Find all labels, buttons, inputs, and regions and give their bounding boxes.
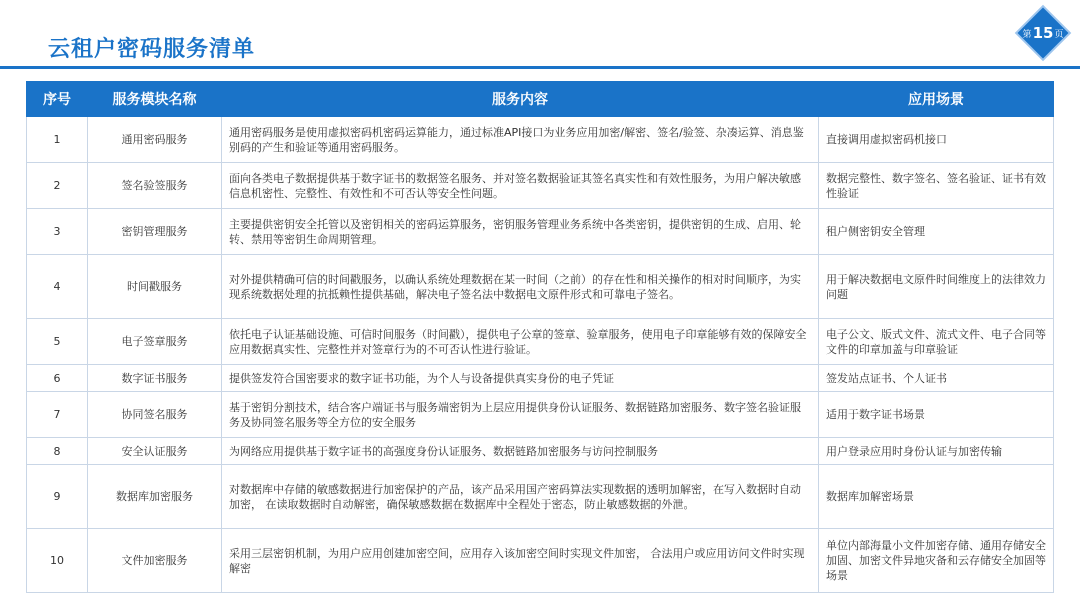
row-serial: 2 [27,163,88,209]
header-scene: 应用场景 [819,82,1054,117]
table-row [27,319,1054,365]
page-number: 15 [1032,24,1054,42]
row-content: 面向各类电子数据提供基于数字证书的数据签名服务、并对签名数据验证其签名真实性和有效性服务，为用户解决敏感信息机密性、完整性、有效性和不可否认等安全性问题。 [222,163,819,209]
table-row [27,163,1054,209]
page-prefix: 第 [1022,29,1032,40]
row-module-name: 时间戳服务 [88,255,222,319]
page-suffix: 页 [1054,29,1064,40]
row-scene: 用于解决数据电文原件时间维度上的法律效力问题 [819,255,1054,319]
row-content: 对外提供精确可信的时间戳服务，以确认系统处理数据在某一时间（之前）的存在性和相关操作的相对时间顺序，为实现系统数据处理的抗抵赖性提供基础，解决电子签名法中数据电文原件形式和可靠电子签名。 [222,255,819,319]
row-serial: 6 [27,365,88,392]
row-content: 采用三层密钥机制，为用户应用创建加密空间，应用存入该加密空间时实现文件加密， 合法用户或应用访问文件时实现解密 [222,529,819,593]
row-content: 提供签发符合国密要求的数字证书功能，为个人与设备提供真实身份的电子凭证 [222,365,819,392]
row-serial: 8 [27,438,88,465]
row-module-name: 电子签章服务 [88,319,222,365]
table-row [27,365,1054,392]
row-serial: 4 [27,255,88,319]
row-serial: 5 [27,319,88,365]
row-module-name: 签名验签服务 [88,163,222,209]
row-scene: 适用于数字证书场景 [819,392,1054,438]
table-row [27,392,1054,438]
service-table [26,81,1054,593]
row-scene: 租户侧密钥安全管理 [819,209,1054,255]
row-module-name: 安全认证服务 [88,438,222,465]
row-serial: 9 [27,465,88,529]
table-row [27,117,1054,163]
row-module-name: 数字证书服务 [88,365,222,392]
table-row [27,438,1054,465]
row-scene: 数据库加解密场景 [819,465,1054,529]
page-title: 云租户密码服务清单 [48,37,256,62]
row-content: 依托电子认证基础设施、可信时间服务（时间戳），提供电子公章的签章、验章服务，使用电子印章能够有效的保障安全应用数据真实性、完整性并对签章行为的不可否认性进行验证。 [222,319,819,365]
row-scene: 用户登录应用时身份认证与加密传输 [819,438,1054,465]
row-content: 主要提供密钥安全托管以及密钥相关的密码运算服务，密钥服务管理业务系统中各类密钥，提供密钥的生成、启用、轮转、禁用等密钥生命周期管理。 [222,209,819,255]
row-scene: 电子公文、版式文件、流式文件、电子合同等文件的印章加盖与印章验证 [819,319,1054,365]
title-underline [0,66,1080,69]
row-content: 基于密钥分割技术，结合客户端证书与服务端密钥为上层应用提供身份认证服务、数据链路加密服务、数字签名验证服务及协同签名服务等全方位的安全服务 [222,392,819,438]
header-content: 服务内容 [222,82,819,117]
row-serial: 1 [27,117,88,163]
row-module-name: 文件加密服务 [88,529,222,593]
page-number-badge [1018,8,1068,58]
row-module-name: 通用密码服务 [88,117,222,163]
row-module-name: 协同签名服务 [88,392,222,438]
row-serial: 3 [27,209,88,255]
table-row [27,255,1054,319]
row-scene: 直接调用虚拟密码机接口 [819,117,1054,163]
row-content: 对数据库中存储的敏感数据进行加密保护的产品，该产品采用国产密码算法实现数据的透明加解密，在写入数据时自动加密， 在读取数据时自动解密，确保敏感数据在数据库中全程处于密态，防止敏感数据的外泄。 [222,465,819,529]
row-scene: 数据完整性、数字签名、签名验证、证书有效性验证 [819,163,1054,209]
header-serial: 序号 [27,82,88,117]
row-serial: 7 [27,392,88,438]
table-row [27,529,1054,593]
table-header-row [27,82,1054,117]
row-scene: 单位内部海量小文件加密存储、通用存储安全加固、加密文件异地灾备和云存储安全加固等场景 [819,529,1054,593]
row-content: 为网络应用提供基于数字证书的高强度身份认证服务、数据链路加密服务与访问控制服务 [222,438,819,465]
row-serial: 10 [27,529,88,593]
row-module-name: 数据库加密服务 [88,465,222,529]
row-content: 通用密码服务是使用虚拟密码机密码运算能力，通过标准API接口为业务应用加密/解密、签名/验签、杂凑运算、消息鉴别码的产生和验证等通用密码服务。 [222,117,819,163]
row-module-name: 密钥管理服务 [88,209,222,255]
table-row [27,209,1054,255]
table-row [27,465,1054,529]
row-scene: 签发站点证书、个人证书 [819,365,1054,392]
header-module-name: 服务模块名称 [88,82,222,117]
